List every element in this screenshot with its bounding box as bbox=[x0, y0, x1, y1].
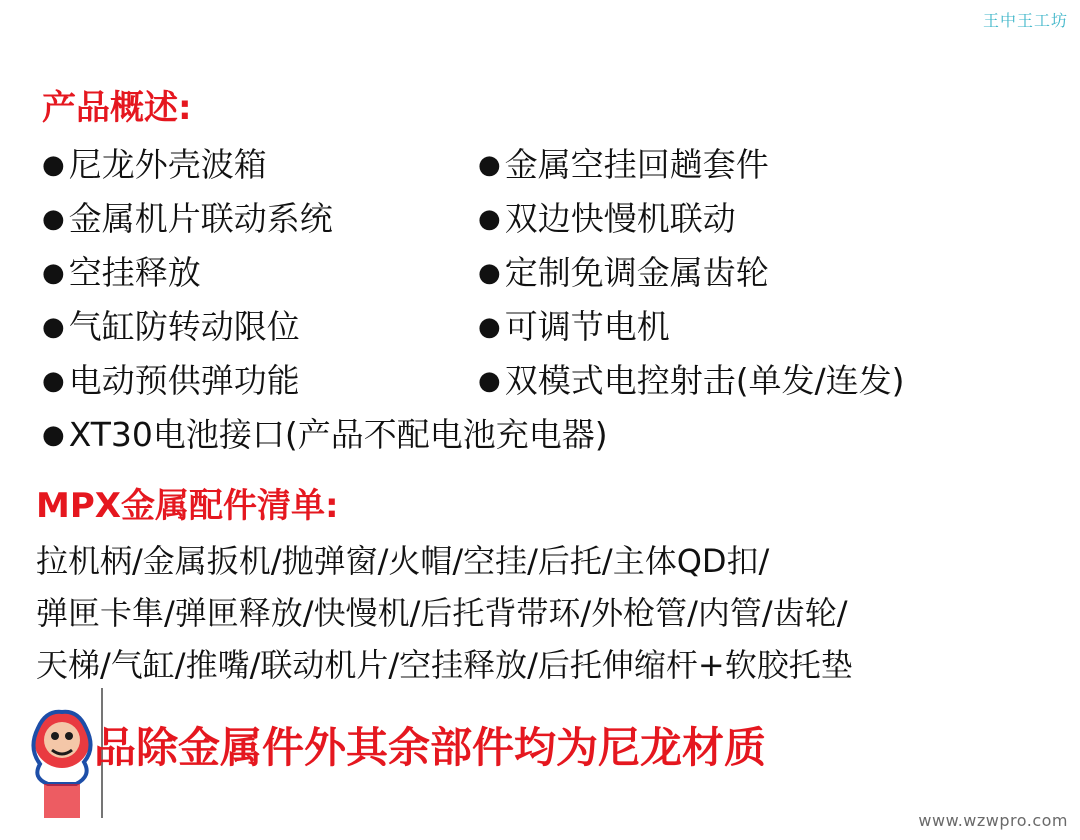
feature-item: ● 电动预供弹功能 bbox=[42, 361, 300, 400]
feature-item: ● 金属机片联动系统 bbox=[42, 199, 333, 238]
parts-heading: MPX金属配件清单: bbox=[36, 486, 339, 526]
parts-line: 天梯/气缸/推嘴/联动机片/空挂释放/后托伸缩杆+软胶托垫 bbox=[36, 646, 853, 684]
watermark-brand: 王中王工坊 bbox=[982, 11, 1068, 30]
feature-item: ● 双边快慢机联动 bbox=[478, 199, 736, 238]
bullet-icon: ● bbox=[42, 420, 65, 450]
parts-list bbox=[36, 535, 1066, 691]
material-note: 品除金属件外其余部件均为尼龙材质 bbox=[94, 723, 767, 772]
bullet-icon: ● bbox=[478, 204, 501, 234]
bullet-icon: ● bbox=[478, 312, 501, 342]
feature-row bbox=[42, 192, 1042, 246]
feature-row bbox=[42, 408, 1042, 462]
feature-item: ● 尼龙外壳波箱 bbox=[42, 145, 267, 184]
bullet-icon: ● bbox=[478, 150, 501, 180]
feature-item: ● 定制免调金属齿轮 bbox=[478, 253, 769, 292]
feature-item: ● XT30电池接口(产品不配电池充电器) bbox=[42, 415, 608, 454]
feature-item: ● 空挂释放 bbox=[42, 253, 201, 292]
feature-row bbox=[42, 300, 1042, 354]
bullet-icon: ● bbox=[42, 366, 65, 396]
bullet-icon: ● bbox=[42, 258, 65, 288]
bullet-icon: ● bbox=[42, 312, 65, 342]
bullet-icon: ● bbox=[478, 258, 501, 288]
feature-row bbox=[42, 138, 1042, 192]
feature-item: ● 可调节电机 bbox=[478, 307, 670, 346]
bullet-icon: ● bbox=[42, 150, 65, 180]
feature-list bbox=[42, 138, 1042, 462]
feature-item: ● 双模式电控射击(单发/连发) bbox=[478, 361, 905, 400]
parts-line: 拉机柄/金属扳机/抛弹窗/火帽/空挂/后托/主体QD扣/ bbox=[36, 542, 770, 580]
parts-line: 弹匣卡隼/弹匣释放/快慢机/后托背带环/外枪管/内管/齿轮/ bbox=[36, 594, 848, 632]
feature-row bbox=[42, 354, 1042, 408]
feature-item: ● 金属空挂回趟套件 bbox=[478, 145, 769, 184]
feature-item: ● 气缸防转动限位 bbox=[42, 307, 300, 346]
feature-row bbox=[42, 246, 1042, 300]
bullet-icon: ● bbox=[478, 366, 501, 396]
bullet-icon: ● bbox=[42, 204, 65, 234]
watermark-url: www.wzwpro.com bbox=[918, 811, 1068, 830]
overview-heading: 产品概述: bbox=[42, 88, 192, 128]
